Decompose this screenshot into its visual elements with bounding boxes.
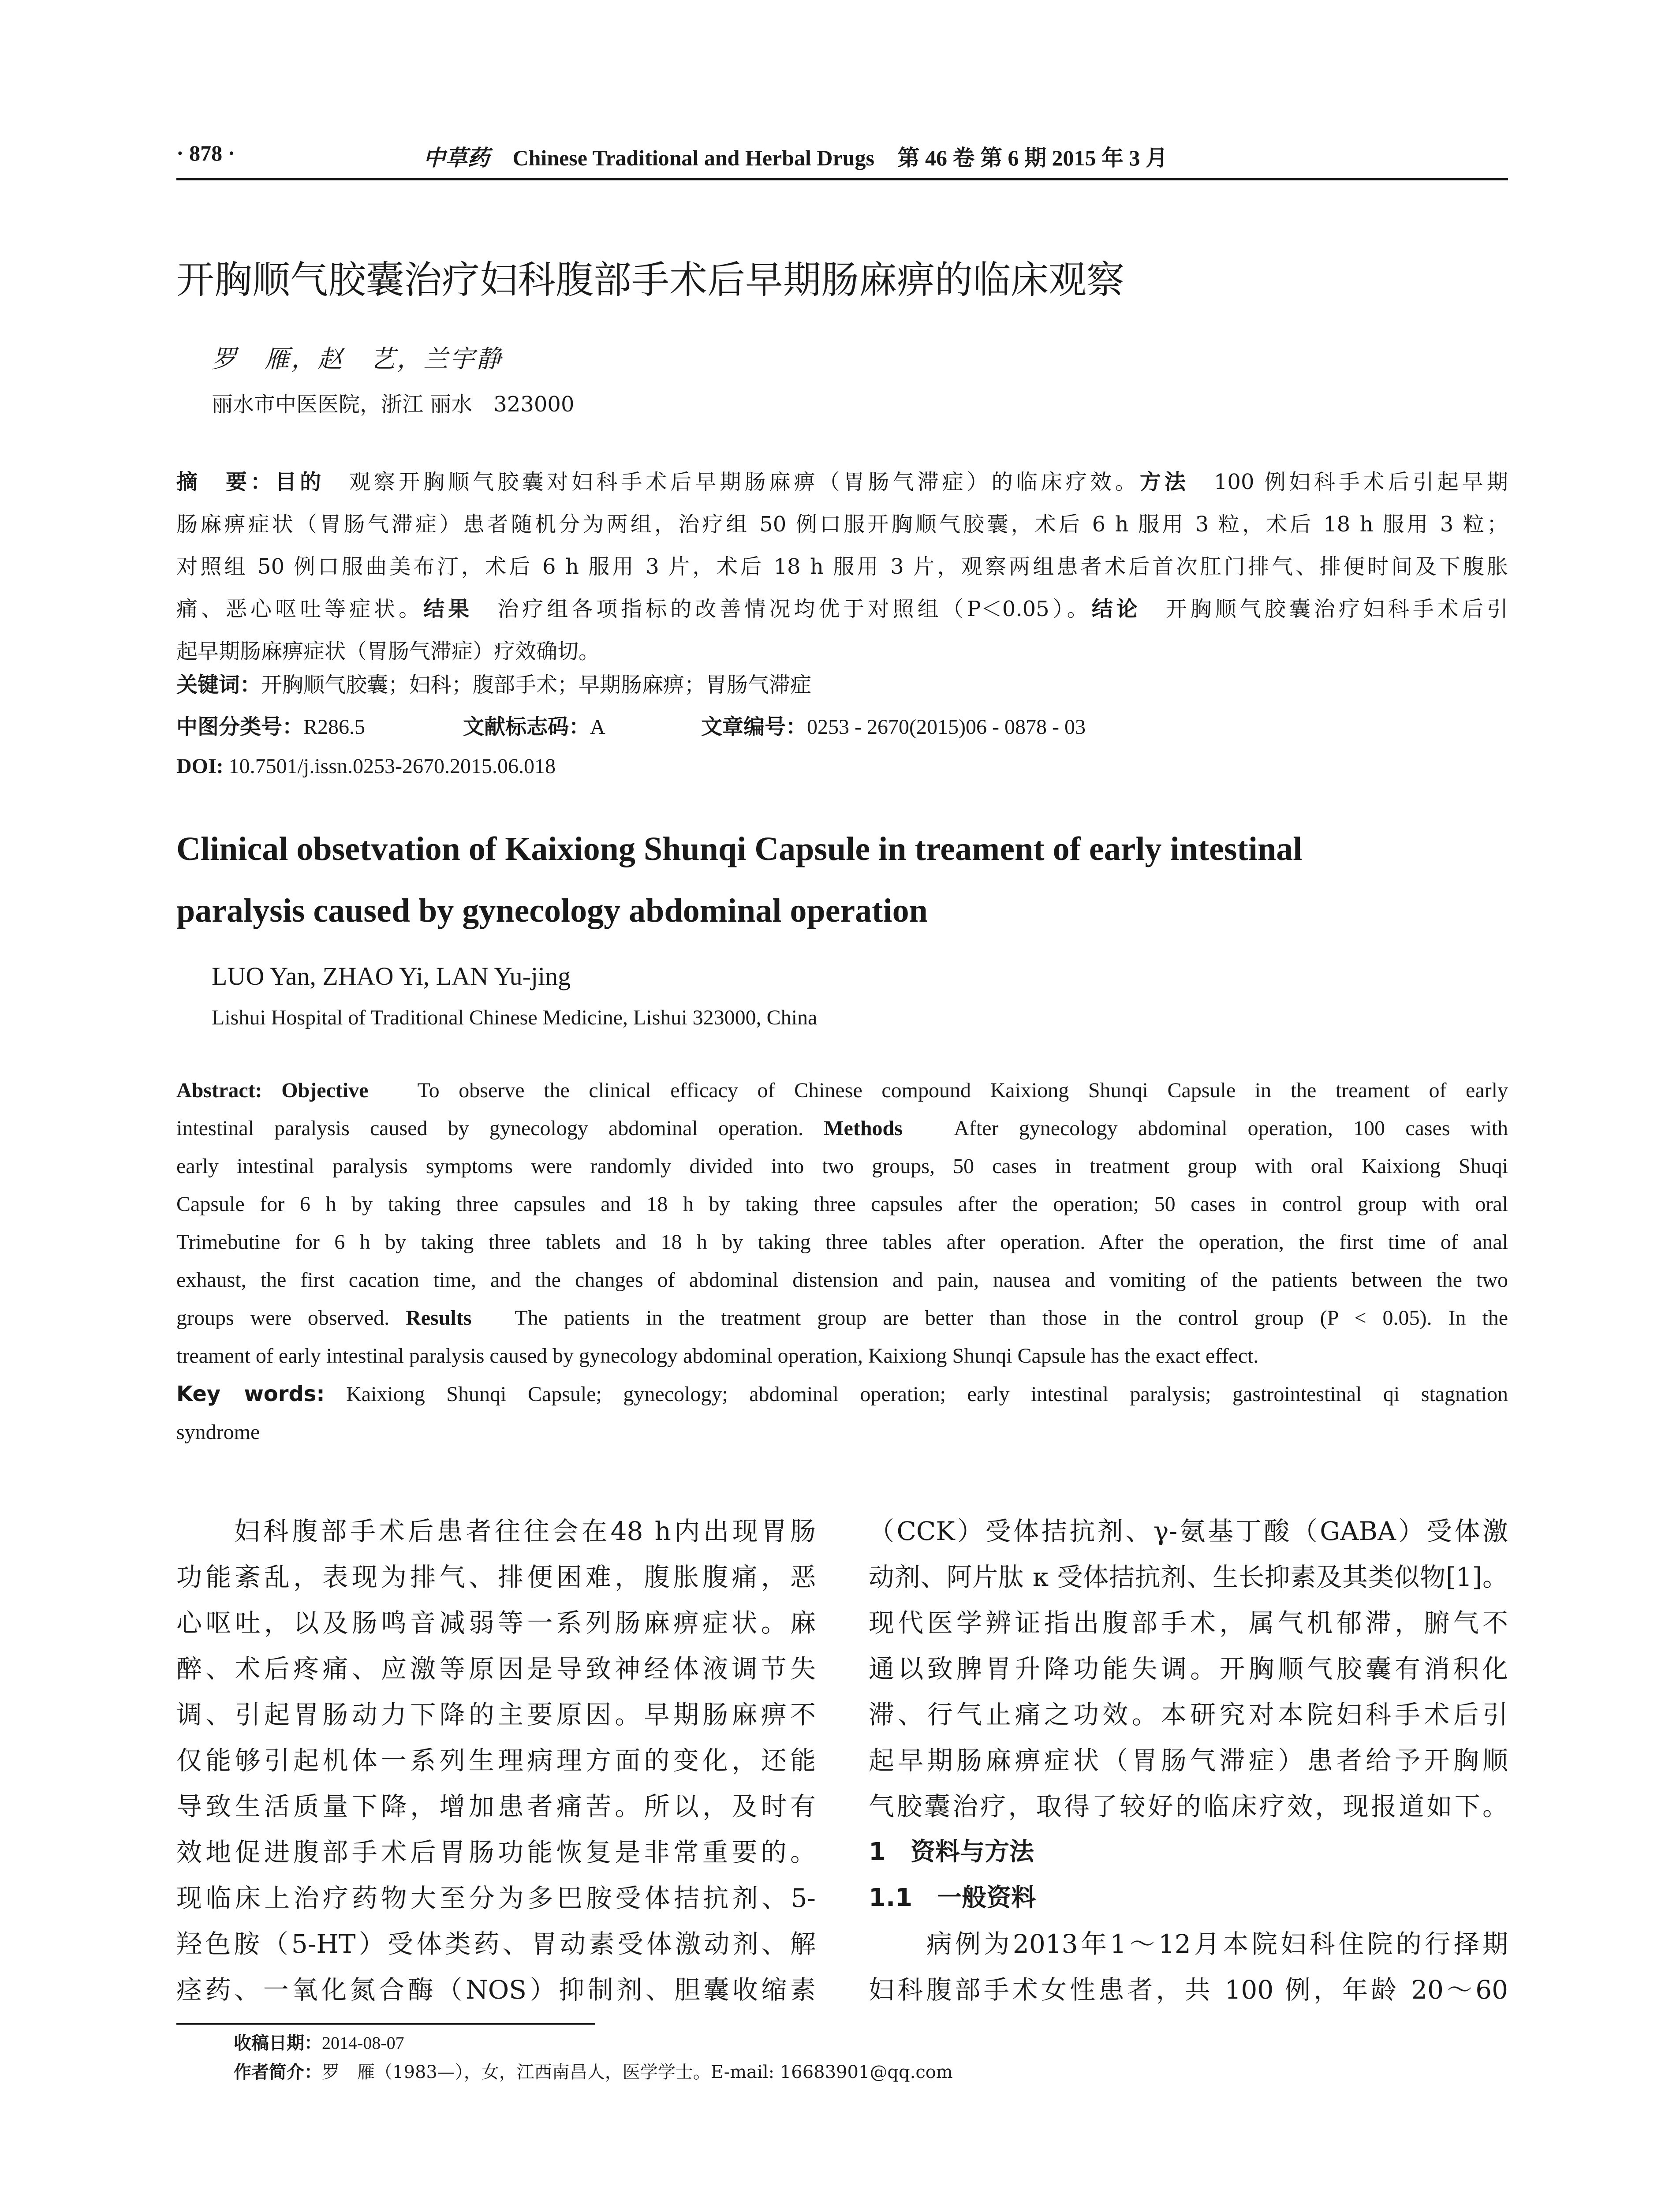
abstract-cn-line <box>176 461 1508 503</box>
received-label: 收稿日期： <box>234 2033 322 2053</box>
abstract-en-line <box>176 1110 1508 1147</box>
abstract-en <box>176 1072 1508 1375</box>
keywords-cn <box>176 664 1508 706</box>
body-column-left <box>176 1508 816 2013</box>
keywords-en <box>176 1375 1508 1451</box>
abstract-cn-label: 摘 要： <box>176 470 276 494</box>
footnote <box>234 2029 953 2087</box>
journal-issue: 第 46 卷 第 6 期 2015 年 3 月 <box>897 146 1168 170</box>
running-header <box>176 140 1508 176</box>
body-line: 现代医学辨证指出腹部手术，属气机郁滞，腑气不 <box>869 1608 1508 1638</box>
objective-label-cn: 目的 <box>275 470 325 494</box>
keywords-en-line: syndrome <box>176 1420 260 1444</box>
abstract-cn-text: 痛、恶心呕吐等症状。 <box>176 597 424 621</box>
article-number-label: 文章编号： <box>701 714 807 739</box>
title-en-line: paralysis caused by gynecology abdominal operation <box>176 892 928 929</box>
doc-code-label: 文献标志码： <box>463 714 590 739</box>
article-number <box>701 706 1086 748</box>
body-line: 气胶囊治疗，取得了较好的临床疗效，现报道如下。 <box>869 1791 1508 1821</box>
title-en-line: Clinical obsetvation of Kaixiong Shunqi Capsule in treament of early intestinal <box>176 830 1303 867</box>
body-line: 动剂、阿片肽 κ 受体拮抗剂、生长抑素及其类似物[1]。 <box>869 1562 1508 1592</box>
doi <box>176 745 1508 788</box>
body-line: 痉药、一氧化氮合酶（NOS）抑制剂、胆囊收缩素 <box>176 1975 816 2005</box>
body-line: 滞、行气止痛之功效。本研究对本院妇科手术后引 <box>869 1700 1508 1730</box>
abstract-en-line: early intestinal paralysis symptoms were randomly divided into two groups, 50 cases in treatment group with oral Kaixiong Shuqi <box>176 1155 1508 1178</box>
clc-label: 中图分类号： <box>176 714 304 739</box>
journal-name-cn: 中草药 <box>423 146 489 170</box>
body-line: 病例为2013年1～12月本院妇科住院的行择期 <box>869 1929 1508 1959</box>
body-column-right <box>869 1508 1508 2013</box>
objective-label-en: Objective <box>281 1079 369 1102</box>
results-label-cn: 结果 <box>423 597 473 621</box>
footnote-rule <box>176 2023 595 2025</box>
abstract-en-line: treament of early intestinal paralysis caused by gynecology abdominal operation, Kaixiong Shunqi Capsule has the exact effect. <box>176 1344 1259 1368</box>
abstract-en-text: After gynecology abdominal operation, 100 cases with <box>902 1117 1508 1140</box>
body-line: 妇科腹部手术女性患者，共 100 例，年龄 20～60 <box>869 1975 1508 2005</box>
body-line: （CCK）受体拮抗剂、γ-氨基丁酸（GABA）受体激 <box>869 1516 1508 1546</box>
keywords-cn-text: 开胸顺气胶囊；妇科；腹部手术；早期肠麻痹；胃肠气滞症 <box>261 673 812 697</box>
keywords-en-line <box>176 1375 1508 1413</box>
journal-info <box>423 140 1168 172</box>
received-value: 2014-08-07 <box>322 2033 404 2053</box>
keywords-en-label: Key words: <box>176 1382 325 1406</box>
abstract-cn-text: 开胸顺气胶囊治疗妇科手术后引 <box>1141 597 1508 621</box>
authors-cn: 罗 雁，赵 艺，兰宇静 <box>212 345 503 374</box>
article-number-value: 0253 - 2670(2015)06 - 0878 - 03 <box>807 715 1086 739</box>
abstract-en-text: intestinal paralysis caused by gynecology abdominal operation. <box>176 1117 824 1140</box>
abstract-cn-line <box>176 588 1508 630</box>
author-bio <box>234 2058 953 2087</box>
body-line: 通以致脾胃升降功能失调。开胸顺气胶囊有消积化 <box>869 1654 1508 1684</box>
subsection-heading: 1.1 一般资料 <box>869 1884 1036 1912</box>
page-number: · 878 · <box>176 141 235 165</box>
affiliation-en: Lishui Hospital of Traditional Chinese Medicine, Lishui 323000, China <box>212 1006 818 1029</box>
body-line: 功能紊乱，表现为排气、排便困难，腹胀腹痛，恶 <box>176 1562 816 1592</box>
document-code <box>463 706 701 748</box>
author-bio-value: 罗 雁（1983—），女，江西南昌人，医学学士。E-mail: 16683901@qq.com <box>322 2062 953 2082</box>
results-label-en: Results <box>406 1306 472 1330</box>
affiliation-cn: 丽水市中医医院，浙江 丽水 323000 <box>212 392 575 417</box>
abstract-en-line: Capsule for 6 h by taking three capsules and 18 h by taking three capsules after the operation; 50 cases in control group with oral <box>176 1192 1508 1216</box>
body-line: 起早期肠麻痹症状（胃肠气滞症）患者给予开胸顺 <box>869 1745 1508 1775</box>
abstract-en-text: The patients in the treatment group are better than those in the control group (P < 0.05). In the <box>471 1306 1508 1330</box>
clc-number <box>176 706 463 748</box>
abstract-cn-text: 100 例妇科手术后引起早期 <box>1189 470 1508 494</box>
article-title-cn: 开胸顺气胶囊治疗妇科腹部手术后早期肠麻痹的临床观察 <box>176 258 1124 302</box>
abstract-cn-text: 观察开胸顺气胶囊对妇科手术后早期肠麻痹（胃肠气滞症）的临床疗效。 <box>325 470 1140 494</box>
keywords-cn-label: 关键词： <box>176 673 261 697</box>
abstract-en-text: To observe the clinical efficacy of Chinese compound Kaixiong Shunqi Capsule in the treament of early <box>368 1079 1508 1102</box>
abstract-en-line: Trimebutine for 6 h by taking three tablets and 18 h by taking three tables after operation. After the operation, the first time of anal <box>176 1230 1508 1254</box>
doc-code-value: A <box>590 715 605 739</box>
conclusion-label-cn: 结论 <box>1091 597 1141 621</box>
authors-en: LUO Yan, ZHAO Yi, LAN Yu-jing <box>212 962 571 990</box>
classification-row <box>176 706 1508 748</box>
methods-label-cn: 方法 <box>1139 470 1189 494</box>
abstract-cn-line: 肠麻痹症状（胃肠气滞症）患者随机分为两组，治疗组 50 例口服开胸顺气胶囊，术后 6 h 服用 3 粒，术后 18 h 服用 3 粒； <box>176 512 1508 537</box>
body-line: 心呕吐，以及肠鸣音减弱等一系列肠麻痹症状。麻 <box>176 1608 816 1638</box>
author-bio-label: 作者简介： <box>234 2062 322 2082</box>
body-line: 仅能够引起机体一系列生理病理方面的变化，还能 <box>176 1745 816 1775</box>
abstract-en-label: Abstract: <box>176 1079 262 1102</box>
abstract-en-line <box>176 1299 1508 1337</box>
doi-label: DOI: <box>176 755 224 778</box>
abstract-en-text: groups were observed. <box>176 1306 406 1330</box>
body-line: 效地促进腹部手术后胃肠功能恢复是非常重要的。 <box>176 1837 816 1867</box>
body-line: 现临床上治疗药物大至分为多巴胺受体拮抗剂、5- <box>176 1883 816 1913</box>
abstract-cn-line: 起早期肠麻痹症状（胃肠气滞症）疗效确切。 <box>176 639 600 664</box>
keywords-en-text: Kaixiong Shunqi Capsule; gynecology; abdominal operation; early intestinal paralysis; gastrointestinal qi stagnation <box>346 1383 1508 1406</box>
abstract-en-line <box>176 1072 1508 1110</box>
body-line: 妇科腹部手术后患者往往会在48 h内出现胃肠 <box>176 1516 816 1546</box>
section-heading: 1 资料与方法 <box>869 1838 1034 1866</box>
methods-label-en: Methods <box>824 1117 903 1140</box>
doi-value: 10.7501/j.issn.0253-2670.2015.06.018 <box>228 755 556 778</box>
body-line: 羟色胺（5-HT）受体类药、胃动素受体激动剂、解 <box>176 1929 816 1959</box>
body-line: 调、引起胃肠动力下降的主要原因。早期肠麻痹不 <box>176 1700 816 1730</box>
body-line: 导致生活质量下降，增加患者痛苦。所以，及时有 <box>176 1791 816 1821</box>
received-date <box>234 2029 953 2058</box>
article-title-en <box>176 818 1508 942</box>
journal-name-en: Chinese Traditional and Herbal Drugs <box>512 146 874 170</box>
clc-value: R286.5 <box>303 715 366 739</box>
abstract-en-line: exhaust, the first cacation time, and the changes of abdominal distension and pain, nausea and vomiting of the patients between the two <box>176 1268 1508 1292</box>
body-line: 醉、术后疼痛、应激等原因是导致神经体液调节失 <box>176 1654 816 1684</box>
abstract-cn-text: 治疗组各项指标的改善情况均优于对照组（P＜0.05）。 <box>473 597 1092 621</box>
abstract-cn-line: 对照组 50 例口服曲美布汀，术后 6 h 服用 3 片，术后 18 h 服用 3 片，观察两组患者术后首次肛门排气、排便时间及下腹胀 <box>176 554 1508 579</box>
header-rule <box>176 178 1508 180</box>
abstract-cn <box>176 461 1508 673</box>
